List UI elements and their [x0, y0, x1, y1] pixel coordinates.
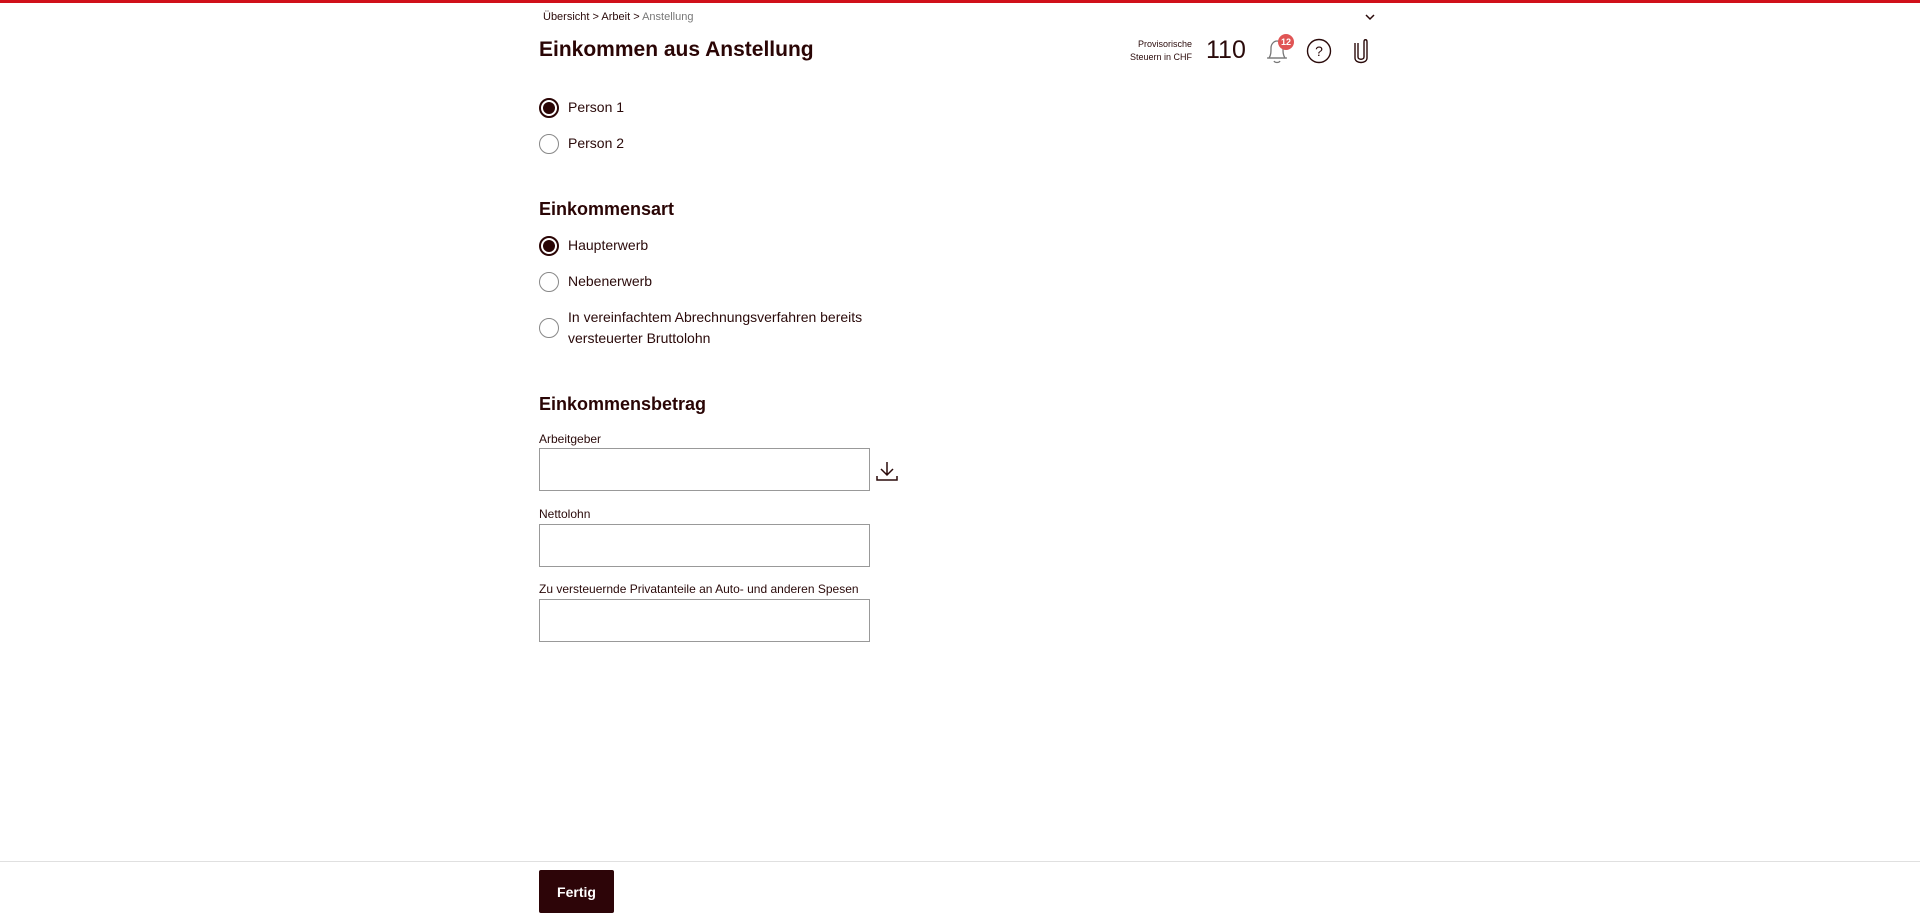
breadcrumb-item-current: Anstellung: [642, 11, 694, 23]
paperclip-icon[interactable]: [1352, 37, 1370, 65]
breadcrumb: Übersicht > Arbeit > Anstellung: [543, 11, 694, 23]
chevron-down-icon[interactable]: [1363, 10, 1377, 24]
net-salary-input[interactable]: [539, 524, 870, 567]
private-shares-label: Zu versteuernde Privatanteile an Auto- und anderen Spesen: [539, 582, 859, 596]
radio-main-employment[interactable]: Haupterwerb: [539, 235, 648, 256]
radio-side-employment[interactable]: Nebenerwerb: [539, 271, 652, 292]
svg-text:?: ?: [1315, 43, 1323, 59]
radio-person-2[interactable]: Person 2: [539, 133, 624, 154]
radio-person-1[interactable]: Person 1: [539, 97, 624, 118]
radio-button[interactable]: [539, 134, 559, 154]
top-accent-bar: [0, 0, 1920, 3]
breadcrumb-item-work[interactable]: Arbeit: [601, 11, 631, 23]
income-amount-heading: Einkommensbetrag: [539, 394, 707, 414]
radio-button[interactable]: [539, 236, 559, 256]
help-icon[interactable]: [1306, 38, 1332, 64]
net-salary-label: Nettolohn: [539, 507, 591, 521]
radio-button[interactable]: [539, 98, 559, 118]
radio-button[interactable]: [539, 272, 559, 292]
radio-button[interactable]: [539, 318, 559, 338]
employer-label: Arbeitgeber: [539, 432, 602, 446]
breadcrumb-item-overview[interactable]: Übersicht: [543, 11, 590, 23]
footer-bar: [0, 861, 1920, 920]
download-icon[interactable]: [875, 459, 899, 483]
employer-input[interactable]: [539, 448, 870, 491]
radio-simplified-procedure[interactable]: In vereinfachtem Abrechnungsverfahren bereits versteuerter Bruttolohn: [539, 307, 862, 349]
notification-badge: 12: [1278, 34, 1294, 50]
provisional-tax-label: Provisorische Steuern in CHF: [1129, 39, 1192, 62]
private-shares-input[interactable]: [539, 599, 870, 642]
page-title: Einkommen aus Anstellung: [539, 38, 814, 61]
income-type-heading: Einkommensart: [539, 199, 675, 219]
provisional-tax-amount: 110: [1206, 36, 1246, 64]
done-button[interactable]: Fertig: [539, 870, 614, 913]
